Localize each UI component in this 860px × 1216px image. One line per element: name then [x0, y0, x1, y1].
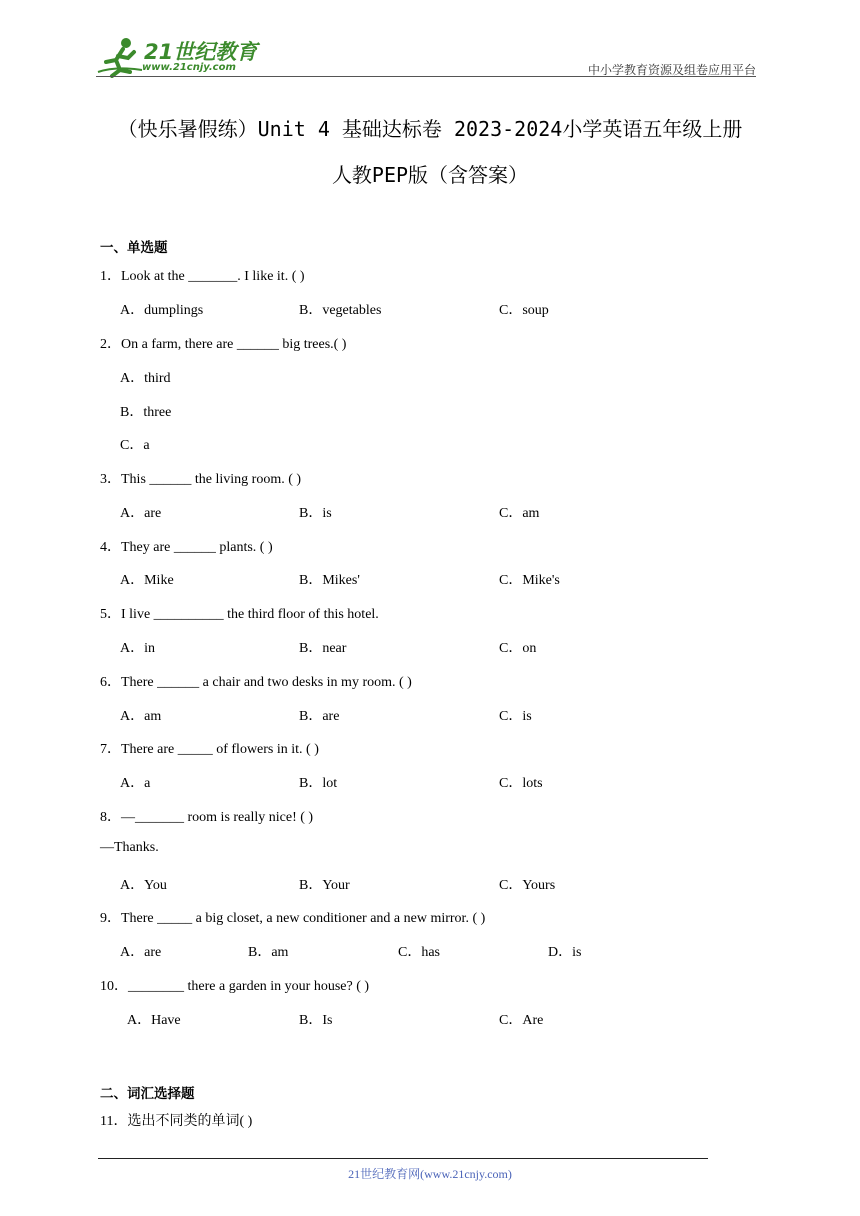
title-line-1: （快乐暑假练）Unit 4 基础达标卷 2023-2024小学英语五年级上册	[117, 117, 743, 141]
option-a: A．am	[120, 709, 162, 724]
question-text: There ______ a chair and two desks in my room. ( )	[121, 675, 412, 690]
header-slogan: 中小学教育资源及组卷应用平台	[587, 63, 756, 77]
option-c: C．lots	[499, 776, 543, 791]
question-5	[100, 603, 379, 623]
question-number: 2．	[100, 337, 121, 352]
question-text: 选出不同类的单词( )	[127, 1114, 253, 1129]
option-b: B．Is	[299, 1013, 333, 1028]
question-1	[100, 265, 305, 285]
question-8-reply: —Thanks.	[100, 840, 159, 855]
option-c: C．Mike's	[499, 573, 560, 588]
question-8	[100, 806, 313, 826]
option-a: A．Mike	[120, 573, 174, 588]
option-c: C．Yours	[499, 878, 556, 893]
question-number: 3．	[100, 472, 121, 487]
option-c: C．am	[499, 506, 540, 521]
option-b: B．Your	[299, 878, 350, 893]
option-a: A．You	[120, 878, 167, 893]
question-number: 9．	[100, 911, 121, 926]
option-a: A．a	[120, 776, 151, 791]
option-b: B．Mikes'	[299, 573, 360, 588]
option-a: A．Have	[127, 1013, 181, 1028]
option-d: D．is	[548, 945, 582, 960]
logo-text: 21世纪教育	[144, 40, 258, 64]
option-a: A．are	[120, 506, 162, 521]
question-number: 7．	[100, 742, 121, 757]
option-c: C．has	[398, 945, 440, 960]
document-title	[96, 106, 764, 198]
question-number: 5．	[100, 607, 121, 622]
question-text: There _____ a big closet, a new conditioner and a new mirror. ( )	[121, 911, 486, 926]
footer-divider	[98, 1158, 708, 1159]
question-text: —_______ room is really nice! ( )	[121, 810, 314, 825]
question-number: 8．	[100, 810, 121, 825]
footer-site-link[interactable]: 21世纪教育网(www.21cnjy.com)	[348, 1167, 512, 1181]
option-c: C．a	[120, 438, 150, 453]
question-number: 4．	[100, 540, 121, 555]
question-number: 6．	[100, 675, 121, 690]
question-9	[100, 907, 485, 927]
section-heading-single-choice: 一、单选题	[100, 240, 168, 256]
option-c: C．Are	[499, 1013, 544, 1028]
option-a: A．in	[120, 641, 155, 656]
question-text: I live __________ the third floor of this hotel.	[121, 607, 379, 622]
option-a: A．dumplings	[120, 303, 204, 318]
question-7	[100, 738, 319, 758]
option-c: C．soup	[499, 303, 549, 318]
option-a: A．third	[120, 371, 171, 386]
question-number: 11．	[100, 1114, 128, 1129]
option-c: C．on	[499, 641, 537, 656]
question-number: 1．	[100, 269, 121, 284]
option-b: B．am	[248, 945, 289, 960]
option-b: B．lot	[299, 776, 338, 791]
option-b: B．is	[299, 506, 332, 521]
option-b: B．three	[120, 405, 172, 420]
question-number: 10．	[100, 979, 128, 994]
site-logo	[96, 36, 276, 78]
question-3	[100, 468, 301, 488]
question-text: This ______ the living room. ( )	[121, 472, 302, 487]
option-c: C．is	[499, 709, 532, 724]
option-b: B．are	[299, 709, 340, 724]
question-10	[100, 975, 369, 995]
question-text: On a farm, there are ______ big trees.( )	[121, 337, 347, 352]
question-text: They are ______ plants. ( )	[121, 540, 273, 555]
header-divider	[96, 76, 756, 77]
logo-url: www.21cnjy.com	[142, 62, 236, 73]
question-text: There are _____ of flowers in it. ( )	[121, 742, 319, 757]
question-11	[100, 1110, 252, 1130]
question-4	[100, 536, 273, 556]
option-a: A．are	[120, 945, 162, 960]
title-line-2: 人教PEP版（含答案）	[331, 163, 529, 187]
question-2	[100, 333, 346, 353]
question-6	[100, 671, 412, 691]
option-b: B．near	[299, 641, 347, 656]
section-heading-vocabulary: 二、词汇选择题	[100, 1086, 195, 1102]
runner-logo-icon	[96, 36, 146, 78]
option-b: B．vegetables	[299, 303, 382, 318]
question-text: Look at the _______. I like it. ( )	[121, 269, 305, 284]
question-text: ________ there a garden in your house? ( )	[128, 979, 370, 994]
